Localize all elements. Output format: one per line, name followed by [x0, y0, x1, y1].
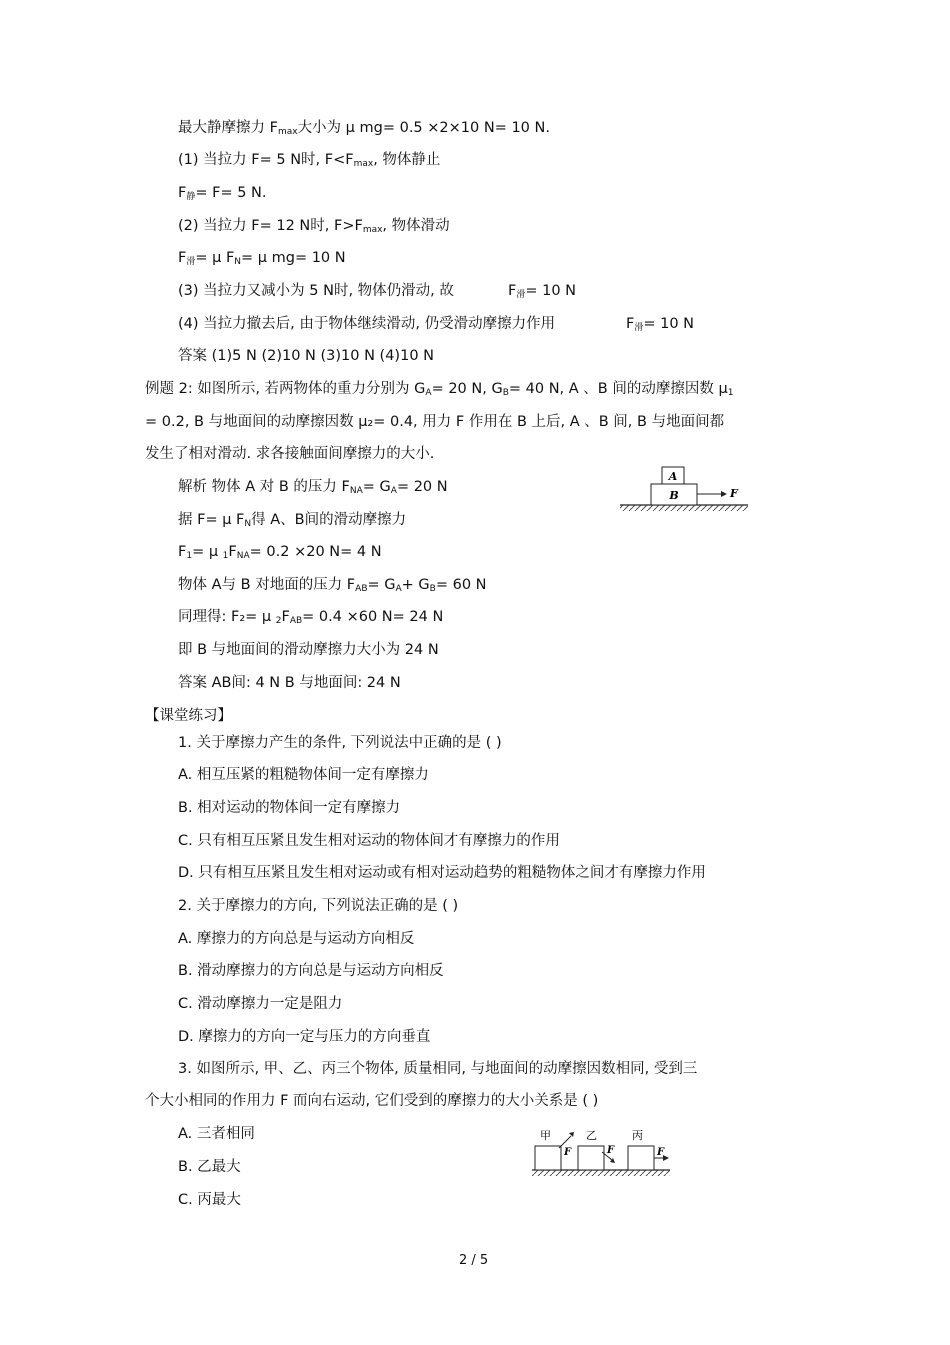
solution-2-line-1: 解析 物体 A 对 B 的压力 $F_{NA}= G_A= 20$ N [178, 479, 448, 496]
block-jia-label: 甲 [540, 1129, 551, 1142]
question-2-stem: 2. 关于摩擦力的方向, 下列说法正确的是 ( ) [178, 898, 459, 914]
block-jia [535, 1146, 561, 1170]
block-bing [628, 1146, 654, 1170]
stacked-blocks-figure [618, 462, 750, 512]
jia-force-label: F [564, 1147, 572, 1158]
solution-2-line-2: 据 F= μ $F_N$得 A、B间的滑动摩擦力 [178, 512, 407, 529]
question-3-stem-line-2: 个大小相同的作用力 F 而向右运动, 它们受到的摩擦力的大小关系是 ( ) [145, 1093, 599, 1109]
answer-1: 答案 (1)5 N (2)10 N (3)10 N (4)10 N [178, 348, 434, 364]
question-2-option-a: A. 摩擦力的方向总是与运动方向相反 [178, 931, 415, 947]
solution-2-line-5: 同理得: F₂= μ $_2F_{AB}= 0.4 \times 60$ N= 24 N [178, 609, 444, 626]
static-friction-line: $F_静= F= 5$ N. [178, 185, 267, 202]
block-yi-label: 乙 [586, 1129, 597, 1142]
question-2-option-c: C. 滑动摩擦力一定是阻力 [178, 996, 343, 1012]
bing-force-label: F [657, 1147, 665, 1158]
ground-hatching [532, 1170, 670, 1176]
question-1-option-d: D. 只有相互压紧且发生相对运动或有相对运动趋势的粗糙物体之间才有摩擦力作用 [178, 865, 706, 881]
example-2-line-3: 发生了相对滑动. 求各接触面间摩擦力的大小. [145, 446, 435, 462]
question-1-option-a: A. 相互压紧的粗糙物体间一定有摩擦力 [178, 767, 429, 783]
question-3-option-b: B. 乙最大 [178, 1159, 241, 1175]
block-bing-label: 丙 [632, 1129, 643, 1142]
force-arrowhead [721, 491, 727, 497]
solution-2-line-3: $F_1= \mu$ $_1F_{NA}= 0.2 \times 20$ N= 4 N [178, 544, 382, 561]
example-2-line-1: 例题 2: 如图所示, 若两物体的重力分别为 $G_A= 20$ N, $G_B= 40$ N, A 、B 间的动摩擦因数 $\mu_1$ [145, 381, 734, 398]
three-blocks-figure [528, 1126, 674, 1178]
question-3-stem-line-1: 3. 如图所示, 甲、乙、丙三个物体, 质量相同, 与地面间的动摩擦因数相同, 受到三 [178, 1061, 698, 1077]
block-yi [578, 1146, 604, 1170]
question-3-option-a: A. 三者相同 [178, 1126, 255, 1142]
question-1-stem: 1. 关于摩擦力产生的条件, 下列说法中正确的是 ( ) [178, 735, 502, 751]
case-1-line: (1) 当拉力 F= 5 N时, $F<F_{max}$, 物体静止 [178, 152, 441, 169]
sliding-friction-line: $F_滑= \mu$ $F_N= \mu$ mg= 10 N [178, 250, 346, 267]
answer-2: 答案 AB间: 4 N B 与地面间: 24 N [178, 675, 401, 691]
ground-hatching [620, 505, 748, 511]
jia-force-arrowhead [569, 1132, 574, 1137]
fmax-line: 最大静摩擦力 $F_{max}$大小为 μ mg= 0.5 ×2×10 N= 10 N. [178, 120, 550, 137]
question-3-option-c: C. 丙最大 [178, 1192, 241, 1208]
case-4-line: (4) 当拉力撤去后, 由于物体继续滑动, 仍受滑动摩擦力作用 [178, 316, 556, 332]
solution-2-line-6: 即 B 与地面间的滑动摩擦力大小为 24 N [178, 642, 439, 658]
example-2-line-2: = 0.2, B 与地面间的动摩擦因数 μ₂= 0.4, 用力 F 作用在 B 上后, A 、B 间, B 与地面间都 [145, 414, 725, 430]
question-1-option-c: C. 只有相互压紧且发生相对运动的物体间才有摩擦力的作用 [178, 833, 560, 849]
question-2-option-d: D. 摩擦力的方向一定与压力的方向垂直 [178, 1029, 431, 1045]
case-4-result: $F_滑= 10$ N [626, 316, 695, 333]
block-b-label: B [669, 489, 679, 502]
force-label: F [730, 487, 738, 500]
block-a-label: A [668, 470, 678, 483]
question-1-option-b: B. 相对运动的物体间一定有摩擦力 [178, 800, 401, 816]
page-number: 2 / 5 [459, 1253, 489, 1268]
yi-force-label: F [607, 1145, 615, 1156]
case-3-line: (3) 当拉力又减小为 5 N时, 物体仍滑动, 故 [178, 283, 454, 299]
question-2-option-b: B. 滑动摩擦力的方向总是与运动方向相反 [178, 963, 444, 979]
case-3-result: $F_滑= 10$ N [508, 283, 577, 300]
practice-heading: 【课堂练习】 [145, 708, 232, 724]
case-2-line: (2) 当拉力 F= 12 N时, $F>F_{max}$, 物体滑动 [178, 218, 450, 235]
solution-2-line-4: 物体 A与 B 对地面的压力 $F_{AB}= G_A+ G_B= 60$ N [178, 577, 487, 594]
